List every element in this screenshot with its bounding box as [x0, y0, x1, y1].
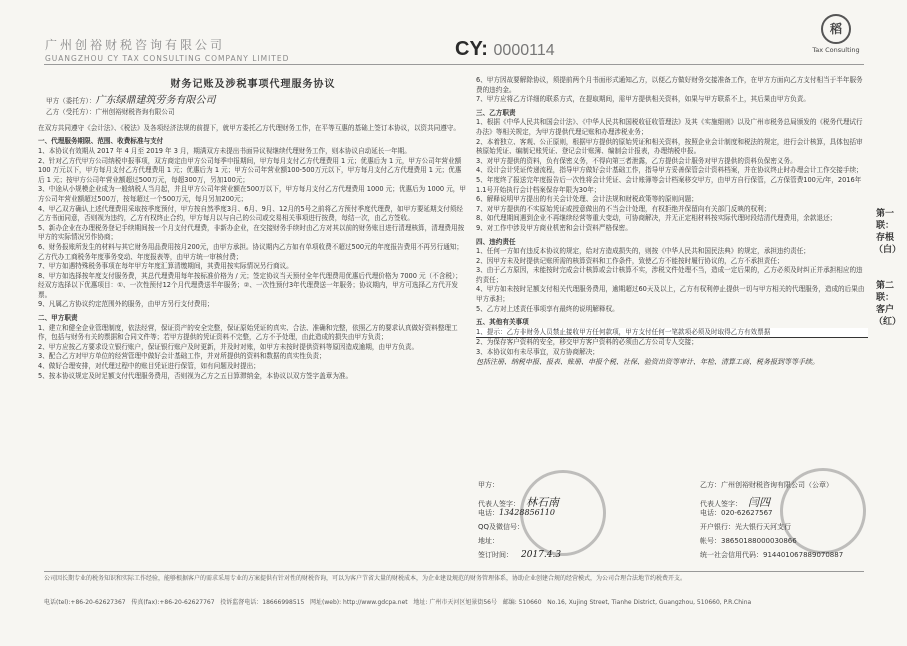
sign-a-address: 地址：: [478, 537, 499, 545]
clause-1-3: 3、中途从小规模企业成为一般纳税人当月起，并且甲方公司年营业额在500万以下，甲方每月支付乙方代理费用 1000 元；优惠后为 1000 元，甲方公司年营业额超过500万，按每超过一个500万元，每月另加200元；: [38, 185, 466, 203]
clause-5-3: 3、本协议如有未尽事宜，双方协商解决；: [476, 348, 599, 357]
clause-2-6: 6、甲方因故要解除协议，须提前两个月书面形式通知乙方，以便乙方做好财务交接准备工作，在甲方方面向乙方支付相当于半年服务费的违约金。: [476, 76, 863, 94]
intro-paragraph: 在双方共同遵守《会计法》、《税法》及各项经济法规的前提下，就甲方委托乙方代理财务工作，在平等互惠的基础上签订本协议，以资共同遵守。: [38, 123, 460, 132]
copy-label-stub: 第一联：存根（白）: [874, 209, 902, 255]
document-serial: [455, 38, 555, 61]
left-column: [38, 70, 468, 381]
party-a-handwritten: 广东绿鼎建筑劳务有限公司: [95, 94, 216, 106]
clause-3-3: 3、对甲方提供的资料，负有保密义务，不得向第三者泄露，乙方提供会计服务对甲方提供的资料负保密义务。: [476, 156, 797, 165]
copy-labels: [874, 208, 902, 328]
clause-3-5: 5、年度终了报送完年度报告后一次性将会计凭证、会计账簿等会计档案移交甲方，由甲方自行保管，乙方保管费100元/年，2016年1.1号开始执行会计档案保存年限为30年；: [476, 175, 862, 194]
header-divider: [44, 64, 864, 65]
clause-4-1: 1、任何一方如有违反本协议的规定，给对方造成损失的，则按《中华人民共和国民法典》的规定，承担违约责任；: [476, 247, 810, 256]
clause-4-3: 3、由于乙方原因，未能按时完成会计核算或会计核算不实，涉税文件处理不当，造成一定后果的，乙方必须及时纠正并承担相应的违约责任；: [476, 266, 863, 284]
sign-b-representative: 代表人签字： 闫四: [700, 496, 770, 509]
footer-complaint: 投诉监督电话：18666998515: [220, 599, 305, 606]
sign-b-credit-code: 统一社会信用代码：914401067889070887: [700, 551, 844, 559]
footer-contacts: [44, 597, 864, 606]
copy-label-client: 第二联：客户（红）: [874, 281, 902, 327]
clause-3-1: 1、根据《中华人民共和国会计法》、《中华人民共和国税收征收管理法》及其《实施细则》以及广州市税务总局颁发的《税务代理试行办法》等相关规定，为甲方提供代理记账和办理涉税业务；: [476, 118, 863, 136]
clause-5-2: 2、为保存客户资料的安全，移交甲方客户资料的必须由乙方公司专人交接；: [476, 338, 698, 347]
sign-a-phone: 电话：13428856110: [478, 508, 555, 517]
sign-a-date: 签订时间： 2017.4.3: [478, 550, 562, 560]
section-5-title: 五、其他有关事项: [476, 318, 529, 327]
clause-1-7: 7、甲方如遇特殊税务事项在每年甲方年度汇算清缴期间，其费用按实际情况另行商议。: [38, 262, 293, 271]
clause-1-5: 5、新办企业在办理税务登记手续期间按一个月支付代理费，非新办企业，在交接财务手续时由乙方对其以前的财务账目进行清理核算，清理费用按甲方的实际情况另作协商；: [38, 223, 465, 242]
sign-a-signature: 林石南: [526, 496, 559, 509]
clause-3-6: 6、解释说明甲方提出的有关会计处理、会计法规和财税政策等的原则问题；: [476, 195, 698, 204]
clause-4-4: 4、甲方如未按时足额支付相关代理服务费用，逾期超过60天及以上，乙方有权利停止提供一切与甲方相关的代理服务，造成的后果由甲方承担；: [476, 285, 865, 304]
clause-5-1: 1、提示：乙方非财务人员禁止接收甲方任何款项，甲方支付任何一笔款项必须及时取得乙方有效票据: [476, 328, 868, 339]
clause-3-9: 9、对工作中涉及甲方商业机密和会计资料严格保密。: [476, 223, 632, 232]
serial-number: 0000114: [493, 42, 555, 59]
party-a: 甲方（委托方）：广东绿鼎建筑劳务有限公司: [46, 94, 216, 106]
clause-2-5: 5、按本协议规定及时足额支付代理服务费用，否则视为乙方之五日算滞纳金，本协议以双方签字盖章为准。: [38, 371, 353, 380]
section-4-title: 四、违约责任: [476, 237, 516, 246]
company-name-en: GUANGZHOU CY TAX CONSULTING COMPANY LIMITED: [45, 54, 290, 63]
footer-fax: 传真(fax):+86-20-62627767: [131, 599, 215, 606]
clause-2-2: 2、甲方应按乙方要求设立银行账户，保证银行账户及时更新，并及时对账，如甲方未按时提供资料等原因造成逾期，由甲方负责。: [38, 342, 419, 351]
clause-3-4: 4、设计会计凭证传递流程，指导甲方做好会计基础工作，指导甲方妥善保管会计资料档案，并在协议终止时办理会计工作交接手续；: [476, 166, 863, 175]
section-2-title: 二、甲方职责: [38, 314, 78, 323]
clause-2-3: 3、配合乙方对甲方单位的经营管理中做好会计基础工作，并对所提供的资料和数据的真实性负责；: [38, 352, 326, 361]
company-name-cn: 广州创裕财税咨询有限公司: [45, 38, 226, 52]
clause-1-9: 9、凡属乙方协议约定范围外的服务，由甲方另行支付费用；: [38, 300, 214, 309]
clause-3-8: 8、如代理期间遇到企业不再继续经营等重大变动，可协商解决，并无正定相材料按实际代理时段结清代理费用，余款退还；: [476, 214, 837, 223]
sign-b-phone: 电话：020-62627567: [700, 509, 773, 517]
footer-address: 地址: 广州市天河区旭景街56号: [413, 599, 497, 606]
sign-b-bank: 开户银行：光大银行天河支行: [700, 523, 791, 531]
clause-2-1: 1、建立和健全企业管理制度，依法经营，保证资产的安全完整，保证原始凭证的真实、合法、准确和完整，依照乙方的要求认真做好资料整理工作，包括与财务有关的票据和合同文件等；若甲方提供的凭证资料不完整，乙方不予处理，由此造成的损失由甲方负责；: [38, 323, 458, 342]
clause-1-6: 6、财务报账所发生的材料与其它财务用品费用按月200元，由甲方承担。协议期内乙方如有单项收费不超过500元的年度报告费用不再另行通知；乙方代办工商税务年度事务变动、年度报表等，由甲方统一审核付费；: [38, 242, 463, 261]
serial-prefix: CY:: [455, 38, 488, 60]
clause-3-2: 2、本着独立、客观、公正原则，根据甲方提供的原始凭证和相关资料，按照企业会计制度和税法的规定，进行会计核算，具体包括审核原始凭证、编制记账凭证、登记会计账簿、编制会计报表，办理纳税申报。: [476, 137, 863, 156]
sign-b-party: 乙方：广州创裕财税咨询有限公司（公章）: [700, 481, 833, 489]
party-b: 乙方（受托方）：广州创裕财税咨询有限公司: [46, 108, 175, 117]
footer-divider: [44, 571, 864, 572]
clause-2-4: 4、做好合理安排，对代理过程中的账目凭证进行保管，如有问题及时提出；: [38, 362, 260, 371]
footer-slogan: 公司因长期专业的税务知识和实际工作经验，能够根据客户的需求采用专业的方案提供有针对性的财税咨询，可以为客户节省大量的财税成本，为企业建设规范的财务管理体系，协助企业创建合规的经营模式，为公司合理合法地节约税费开支。: [44, 575, 687, 582]
clause-4-2: 2、因甲方未及时提供记账所需的核算资料和工作条件，致使乙方不能按时履行协议的，乙方不承担责任；: [476, 256, 784, 265]
clause-2-7: 7、甲方应将乙方详细的联系方式，在提取期间，需甲方提供相关资料，如果与甲方联系不上，其后果由甲方负责。: [476, 95, 810, 104]
company-logo: [808, 14, 864, 62]
clause-1-2: 2、针对乙方代甲方公司纳税申报事项，双方商定由甲方公司每季申报期间，甲方每月支付乙方代理费用 1 元；优惠后为 1 元，甲方公司年营业额 100 万元以下，甲方每月支付乙方代理费用 1 元；优惠后为 1 元；甲方公司年营业额100-500万元以下，甲方每月支付乙方代理费用 1 元；优惠后 1 元；按甲方公司年营业额超过500万元，每超300万，另加100元；: [38, 156, 462, 184]
clause-1-1: 1、本协议有效期从 2017 年 4 月至 2019 年 3 月，期满双方未提出书面异议视继续代理财务工作，则本协议自动延长一年期。: [38, 146, 411, 155]
footer-postcode: 邮编: 510660: [502, 599, 542, 606]
footer-web: 网址(web): http://www.gdcpa.net: [310, 599, 408, 606]
clause-1-4: 4、甲乙双方确认上述代理费用采取按季度预付，甲方按自然季度3月、6月、9月、12月的5号之前将乙方预付季度代理费，如甲方要延期支付须经乙方书面同意，否则视为违约，乙方有权终止合约，甲方每月以与自己的公司或交易相关事项进行按费，每结一次，由乙方签收。: [38, 204, 463, 223]
sign-a-qq: QQ及微信号：: [478, 523, 525, 531]
logo-emblem-icon: 稻: [821, 14, 851, 44]
clause-1-8: 8、甲方如选择按年度支付服务费，其总代理费用每年按标准价格为 / 元；签定协议当天预付全年代理费用优惠后代理价格为 7000 元（不含税）；经双方选择以下优惠项目：①、一次性预付12个月代理费送半年服务；②、一次性预付3年代理费送一年服务；协议期内，甲方可选择乙方代开发票。: [38, 271, 462, 299]
footer-address-en: No.16, Xujing Street, Tianhe District, Guangzhou, 510660, P.R.China: [547, 599, 752, 606]
sign-a-party: 甲方：: [478, 481, 499, 489]
sign-b-signature: 闫四: [748, 496, 770, 509]
footer-tel: 电话(tel):+86-20-62627367: [44, 599, 126, 606]
handwritten-service-scope: 包括注册、纳税申报、报表、账册、申报个税、社保、验资出资等审计、年检、清算工商、税务报到等等手续。: [476, 357, 819, 366]
right-column: [476, 70, 868, 367]
section-1-title: 一、代理服务期限、范围、收费标准与支付: [38, 137, 164, 146]
sign-b-account: 帐号：38650188000030866: [700, 537, 797, 545]
logo-text: Tax Consulting: [812, 46, 860, 54]
sign-a-representative: 代表人签字： 林石南: [478, 496, 559, 509]
clause-3-7: 7、对甲方提供的不实原始凭证或授意做出的不当会计处理，有权拒绝并保留向有关部门反映的权利；: [476, 204, 771, 213]
document-title: 财务记账及涉税事项代理服务协议: [170, 79, 336, 90]
clause-4-5: 5、乙方对上述责任事项享有最终的说明解释权。: [476, 304, 619, 313]
section-3-title: 三、乙方职责: [476, 108, 516, 117]
